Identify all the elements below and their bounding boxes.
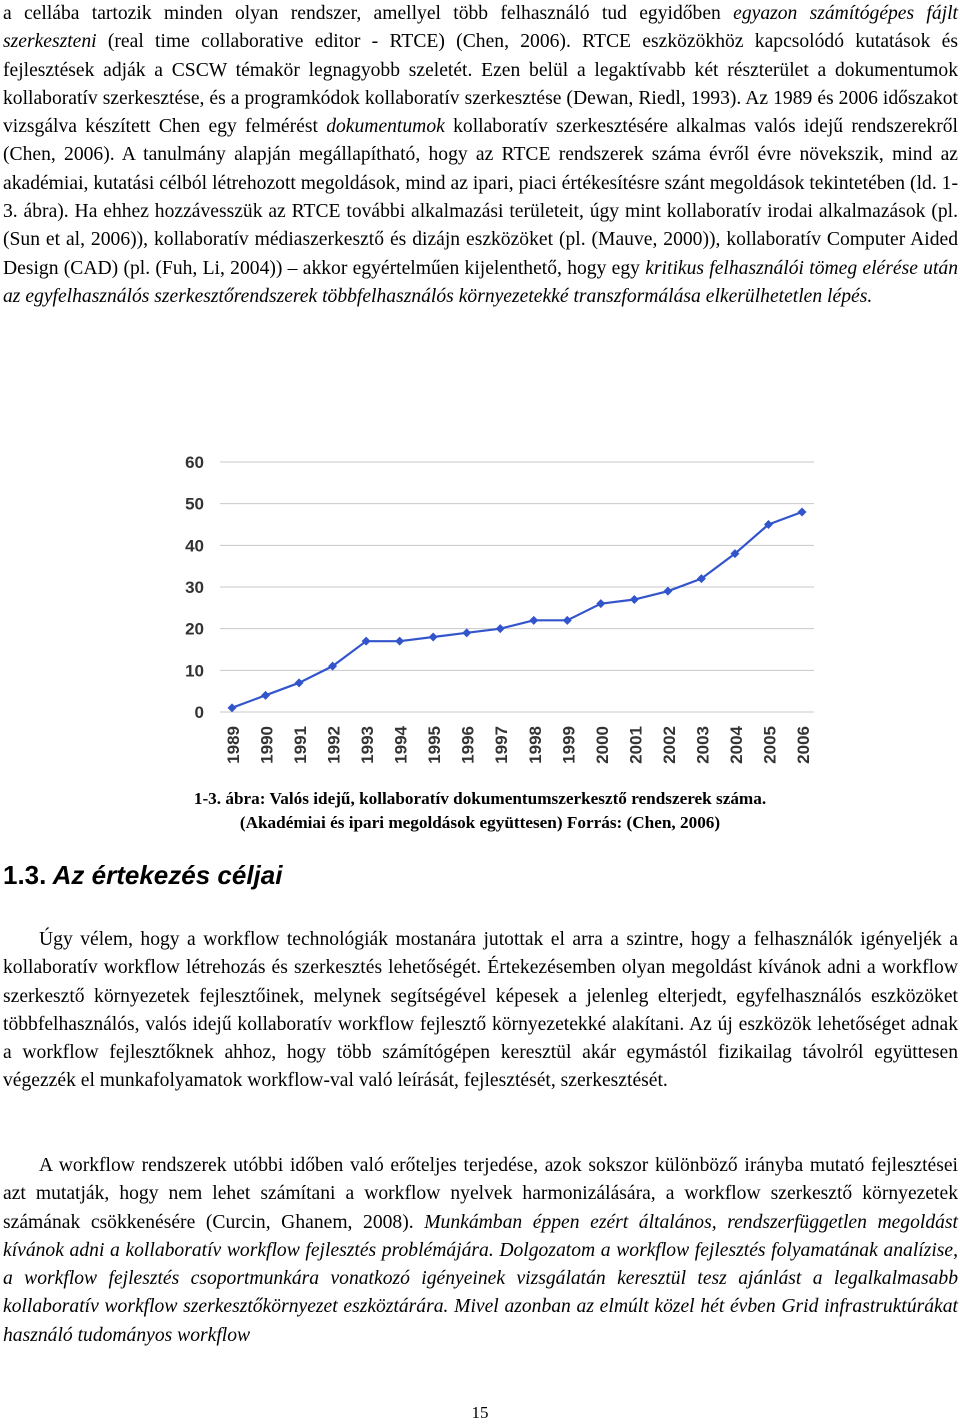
data-point <box>563 616 572 625</box>
data-point <box>395 637 404 646</box>
section-heading <box>3 858 282 892</box>
x-tick-label: 1998 <box>525 726 545 764</box>
x-tick-label: 1991 <box>291 726 311 764</box>
data-point <box>295 678 304 687</box>
data-point <box>496 624 505 633</box>
data-point <box>596 599 605 608</box>
x-axis-ticks <box>224 725 813 763</box>
series-line <box>232 512 802 708</box>
data-point <box>663 587 672 596</box>
chart-grid <box>220 462 814 712</box>
x-tick-label: 2005 <box>760 726 780 764</box>
x-tick-label: 1990 <box>257 726 277 764</box>
paragraph-intro <box>3 0 958 311</box>
text-run: Úgy vélem, hogy a workflow technológiák mostanára jutottak el arra a szintre, hogy a felhasználók igényeljék a kollaboratív workflow létrehozás és szerkesztés lehetőségét. Értekezésemben olyan megoldást kívánok adni a workflow szerkesztő környezetek fejlesztőinek, melynek segítségével képesek a jelenleg elterjedt, egyfelhasználós eszközöket többfelhasználós, valós idejű kollaboratív workflow fejlesztő környezetekké alakítani. Az új eszközök lehetőséget adnak a workflow fejlesztőknek ahhoz, hogy több számítógépen keresztül akár egymástól fizikailag távolról együttesen végezzék el munkafolyamatok workflow-val való leírását, fejlesztését, szerkesztését. <box>3 929 958 1092</box>
data-point <box>798 508 807 517</box>
data-point <box>630 595 639 604</box>
y-tick-label: 50 <box>185 494 204 514</box>
text-run: egyazon számítógépes fájlt szerkeszteni <box>3 3 958 53</box>
x-tick-label: 1989 <box>224 726 243 764</box>
text-run: (real time collaborative editor - RTCE) (Chen, 2006). RTCE eszközökhöz kapcsolódó kutatások és fejlesztések adják a CSCW témakör legnagyobb szeletét. Ezen belül a legaktívabb két részterület a dokumentumok kollaboratív szerkesztése, és a programkódok kollaboratív szerkesztése (Dewan, Riedl, 1993). Az 1989 és 2006 időszakot vizsgálva készített Chen egy felmérést <box>3 31 958 138</box>
figure-caption-line1: 1-3. ábra: Valós idejű, kollaboratív dokumentumszerkesztő rendszerek száma. <box>193 789 767 808</box>
y-tick-label: 20 <box>185 619 204 639</box>
paragraph-goals-1 <box>3 926 958 1096</box>
text-run: kritikus felhasználói tömeg elérése után az egyfelhasználós szerkesztőrendszerek többfelhasználós környezetekké transzformálása elkerülhetetlen lépés. <box>3 257 958 307</box>
figure-caption-line2: (Akadémiai és ipari megoldások együttesen) Forrás: (Chen, 2006) <box>239 813 721 832</box>
section-title: Az értekezés céljai <box>52 860 283 890</box>
y-tick-label: 60 <box>185 453 204 472</box>
x-tick-label: 2003 <box>693 726 713 764</box>
x-tick-label: 2000 <box>592 726 612 764</box>
x-tick-label: 1992 <box>324 726 344 764</box>
text-run: A workflow rendszerek utóbbi időben való erőteljes terjedése, azok sokszor különböző irányba mutató fejlesztései azt mutatják, hogy nem lehet számítani a workflow nyelvek harmonizálására, a workflow szerkesztő környezetek számának csökkenésére (Curcin, Ghanem, 2008). <box>3 1155 958 1233</box>
x-tick-label: 2006 <box>794 726 813 764</box>
line-chart <box>166 446 826 776</box>
y-tick-label: 0 <box>194 703 204 722</box>
series-markers <box>228 508 807 713</box>
x-tick-label: 2004 <box>726 726 746 764</box>
text-run: dokumentumok <box>326 116 445 138</box>
data-point <box>261 691 270 700</box>
data-point <box>228 703 237 712</box>
x-tick-label: 1997 <box>492 726 512 764</box>
paragraph-goals-2 <box>3 1152 958 1350</box>
page-number: 15 <box>471 1403 489 1422</box>
y-axis-ticks <box>185 453 204 722</box>
data-point <box>429 633 438 642</box>
x-tick-label: 1999 <box>559 726 579 764</box>
y-tick-label: 10 <box>185 661 204 681</box>
x-tick-label: 1994 <box>391 726 411 764</box>
section-number: 1.3. <box>3 860 47 890</box>
data-point <box>529 616 538 625</box>
text-run: Munkámban éppen ezért általános, rendszerfüggetlen megoldást kívánok adni a kollaboratív workflow fejlesztés problémájára. <box>3 1211 959 1261</box>
text-run: kollaboratív szerkesztésére alkalmas valós idejű rendszerekről (Chen, 2006). A tanulmány alapján megállapítható, hogy az RTCE rendszerek száma évről évre növekszik, mind az akadémiai, kutatási célból létrehozott megoldások, mind az ipari, piaci értékesítésre szánt megoldások tekintetében (ld. 1-3. ábra). Ha ehhez hozzávesszük az RTCE további alkalmazási területeit, úgy mint kollaboratív irodai alkalmazások (pl. (Sun et al, 2006)), kollaboratív médiaszerkesztő és dizájn eszközöket (pl. (Mauve, 2000)), kollaboratív Computer Aided Design (CAD) (pl. (Fuh, Li, 2004)) – akkor egyértelműen kijelenthető, hogy egy <box>3 116 958 279</box>
x-tick-label: 1996 <box>458 726 478 764</box>
x-tick-label: 1995 <box>425 726 445 764</box>
data-point <box>462 628 471 637</box>
text-run: a cellába tartozik minden olyan rendszer, amellyel több felhasználó tud egyidőben <box>3 3 734 24</box>
x-tick-label: 1993 <box>358 726 378 764</box>
x-tick-label: 2002 <box>659 726 679 764</box>
text-run: Dolgozatom a workflow fejlesztés folyamatának analízise, a workflow fejlesztés csoportmunkára vonatkozó igényeinek vizsgálatán keresztül tesz ajánlást a legalkalmasabb kollaboratív workflow szerkesztőkörnyezet eszköztárára. Mivel azonban az elmúlt közel hét évben Grid infrastruktúrákat használó tudományos workflow <box>3 1239 958 1346</box>
y-tick-label: 30 <box>185 578 204 597</box>
y-tick-label: 40 <box>185 536 204 556</box>
x-tick-label: 2001 <box>626 726 646 764</box>
